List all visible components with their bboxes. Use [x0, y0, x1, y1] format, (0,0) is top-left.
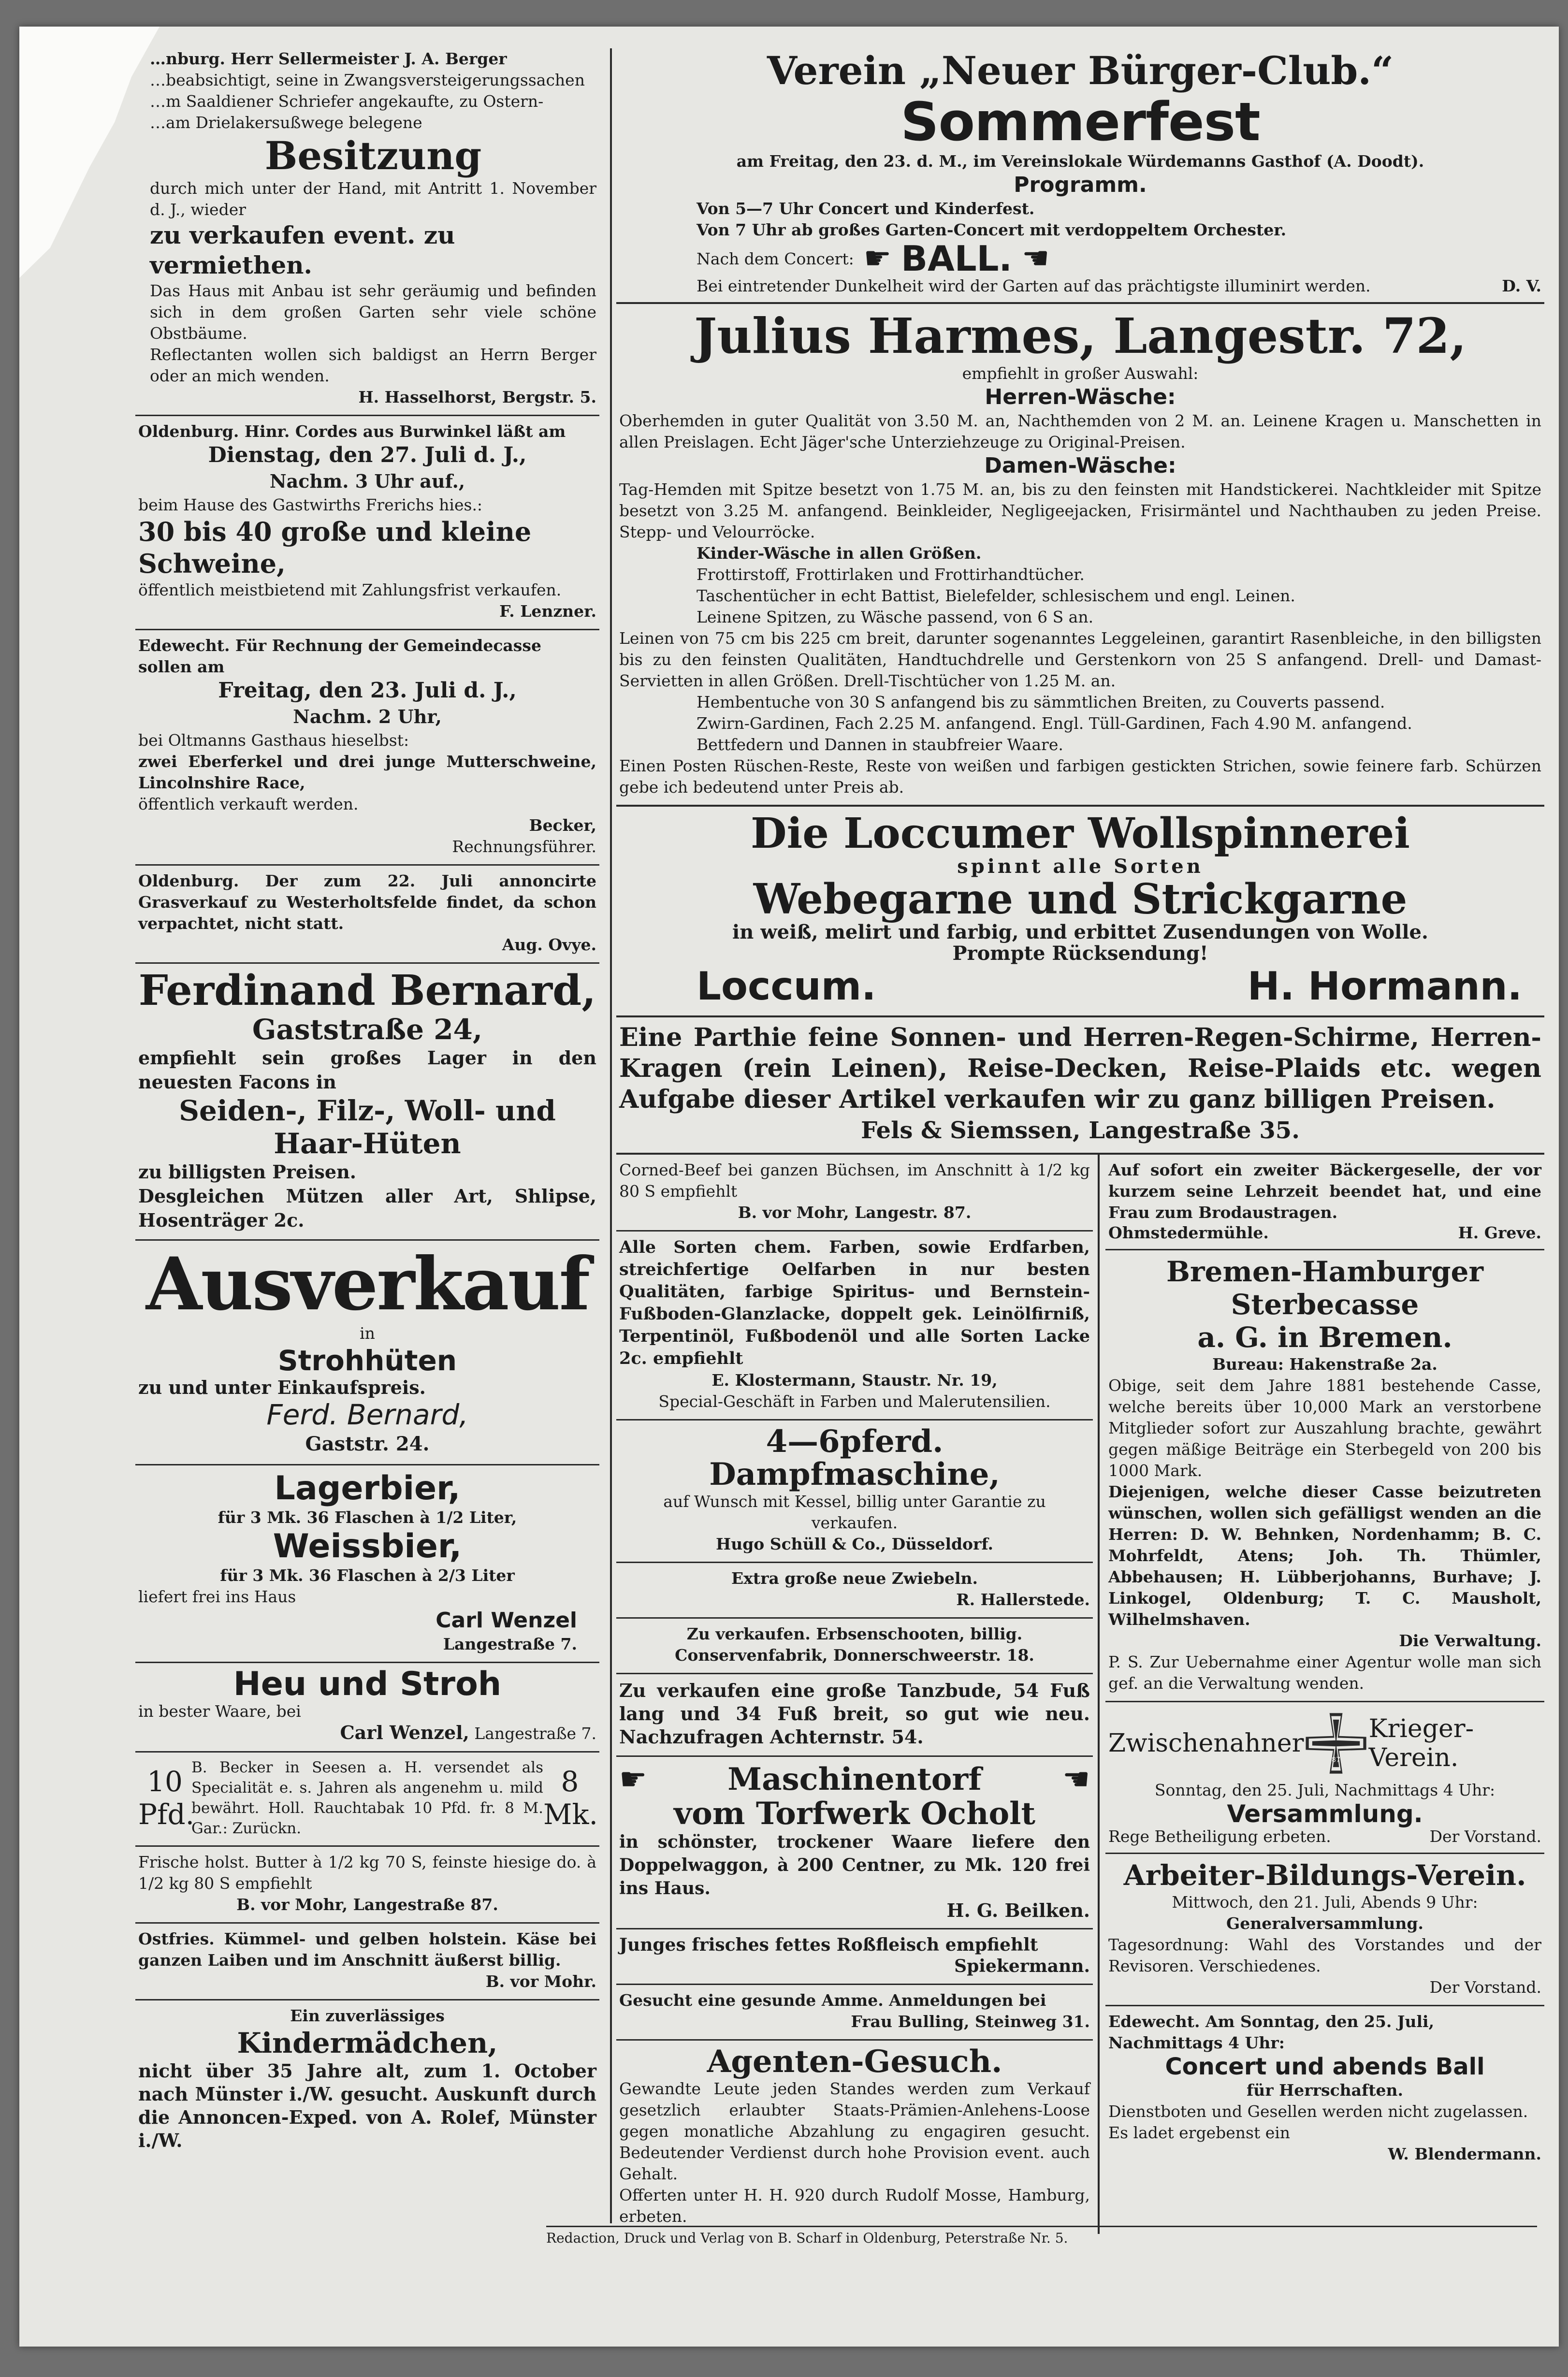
- ad-body: zwei Eberferkel und drei junge Mutterschweine, Lincolnshire Race,: [138, 752, 596, 792]
- ad-body: Corned-Beef bei ganzen Büchsen, im Anschnitt à 1/2 kg 80 S empfiehlt: [619, 1160, 1090, 1201]
- ad-signature: Rechnungsführer.: [452, 837, 596, 856]
- ad-address: Langestraße 7.: [443, 1635, 577, 1653]
- ad-body: Von 7 Uhr ab großes Garten-Concert mit verdoppeltem Orchester.: [697, 220, 1287, 239]
- ad-body: Oberhemden in guter Qualität von 3.50 M. an, Nachthemden von 2 M. an. Leinene Kragen u. Manschetten in allen Preislagen. Echt Jäger'sche Unterziehzeuge zu Original-Preisen.: [619, 411, 1541, 451]
- ad-body: Zu verkaufen. Erbsenschooten, billig. Conservenfabrik, Donnerschweerstr. 18.: [675, 1624, 1034, 1665]
- ad-headline: Arbeiter-Bildungs-Verein.: [1123, 1859, 1526, 1892]
- ad-edewecht-schweine: [135, 630, 599, 866]
- cross-year: 1870: [1327, 1756, 1345, 1764]
- ad-fels-siemssen: [616, 1017, 1544, 1155]
- right-column: [616, 43, 1544, 2234]
- ad-body: Hembentuche von 30 S anfangend bis zu sämmtlichen Breiten, zu Couverts passend.: [697, 693, 1385, 711]
- ad-body: Bureau: Hakenstraße 2a.: [1212, 1355, 1437, 1374]
- ad-signature: Die Verwaltung.: [1399, 1631, 1541, 1650]
- ad-big-line: Seiden-, Filz-, Woll- und: [179, 1094, 556, 1127]
- ad-name: Ferd. Bernard,: [266, 1398, 468, 1431]
- ad-body: öffentlich meistbietend mit Zahlungsfrist verkaufen.: [138, 580, 562, 599]
- column-divider: [610, 48, 612, 2223]
- ad-maschinentorf: [616, 1757, 1093, 1929]
- ad-body: Einen Posten Rüschen-Reste, Reste von weißen und farbigen gestickten Strichen, sowie feinere farb. Schürzen gebe ich bedeutend unter Preis ab.: [619, 756, 1541, 797]
- ad-body: für Herrschaften.: [1247, 2081, 1403, 2100]
- ad-body: für 3 Mk. 36 Flaschen à 1/2 Liter,: [218, 1508, 517, 1527]
- ad-kaese: [135, 1924, 599, 2000]
- ad-body: Leinen von 75 cm bis 225 cm breit, darunter sogenanntes Leggeleinen, garantirt Rasenbleiche, in den billigsten bis zu den feinsten Qualitäten, Handtuchdrelle und Gerstenkorn von 25 S anfangend. Drell- und Damast-Servietten in allen Größen. Drell-Tischtücher von 1.25 M. an.: [619, 629, 1541, 690]
- ad-amme: [616, 1985, 1093, 2041]
- ad-headline: Agenten-Gesuch.: [707, 2044, 1002, 2080]
- ad-body: empfiehlt sein großes Lager in den neuesten Facons in: [138, 1047, 596, 1093]
- ad-body: auf Wunsch mit Kessel, billig unter Garantie zu verkaufen.: [663, 1492, 1046, 1532]
- ad-body: Eine Parthie feine Sonnen- und Herren-Regen-Schirme, Herren-Kragen (rein Leinen), Reise-Decken, Reise-Plaids etc. wegen Aufgabe dieser Artikel verkaufen wir zu ganz billigen Preisen.: [619, 1023, 1541, 1114]
- iron-cross-icon: [1304, 1707, 1368, 1780]
- ad-body: am Freitag, den 23. d. M., im Vereinslokale Würdemanns Gasthof (A. Doodt).: [736, 152, 1424, 171]
- ad-body: Obige, seit dem Jahre 1881 bestehende Casse, welche bereits über 10,000 Mark an verstorbene Mitglieder sofort zur Auszahlung brachte, gewährt gegen mäßige Beiträge ein Sterbegeld von 200 bis 1000 Mark.: [1108, 1376, 1541, 1480]
- ad-body: Junges frisches fettes Roßfleisch empfiehlt: [619, 1935, 1038, 1955]
- ad-agenten: [616, 2041, 1093, 2234]
- ad-body: Desgleichen Mützen aller Art, Shlipse, Hosenträger 2c.: [138, 1185, 596, 1231]
- ad-line: …nburg. Herr Sellermeister J. A. Berger: [150, 49, 507, 68]
- ad-subhead: Herren-Wäsche:: [985, 385, 1176, 409]
- ad-subhead: Damen-Wäsche:: [984, 453, 1176, 478]
- ad-signature: D. V.: [1502, 276, 1541, 295]
- ad-headline: Die Loccumer Wollspinnerei: [751, 809, 1410, 858]
- ad-head-row: [1108, 1707, 1541, 1780]
- ad-footer-row: [619, 276, 1541, 295]
- ad-body: Auf sofort ein zweiter Bäckergeselle, der vor kurzem seine Lehrzeit beendet hat, und eine Frau zum Brodaustragen.: [1108, 1160, 1541, 1222]
- price-unit: Pfd.: [138, 1798, 195, 1831]
- ad-big-line: zu verkaufen event. zu vermiethen.: [150, 221, 455, 279]
- ad-subhead: Programm.: [1014, 173, 1147, 197]
- ad-farben: [616, 1232, 1093, 1420]
- ad-tanzbude: [616, 1674, 1093, 1757]
- ad-left-price: [138, 1765, 195, 1831]
- ad-body: spinnt alle Sorten: [957, 855, 1204, 878]
- ad-headline: a. G. in Bremen.: [1197, 1321, 1452, 1354]
- ad-signature: B. vor Mohr, Langestraße 87.: [236, 1895, 498, 1914]
- ad-headline: Weissbier,: [273, 1527, 462, 1565]
- ad-body: Ein zuverlässiges: [290, 2006, 445, 2025]
- ad-subhead: Versammlung.: [1227, 1800, 1423, 1828]
- ad-footer-row: [619, 964, 1541, 1009]
- ad-headline-left: Zwischenahner: [1108, 1729, 1304, 1758]
- ad-erbsenschooten: [616, 1619, 1093, 1674]
- ad-signature: Der Vorstand.: [1429, 1978, 1541, 1997]
- ad-signature: Hugo Schüll & Co., Düsseldorf.: [716, 1535, 993, 1553]
- price-number: 8: [561, 1765, 579, 1798]
- ad-body: B. Becker in Seesen a. H. versendet als Specialität e. s. Jahren als angenehm u. mild bewährt. Holl. Rauchtabak 10 Pfd. fr. 8 M. Gar.: Zurückn.: [191, 1759, 543, 1837]
- ad-corned-beef: [616, 1155, 1093, 1232]
- ad-bernard-hats: [135, 964, 599, 1241]
- ad-edewecht-ball: [1105, 2006, 1544, 2172]
- ad-body: Sonntag, den 25. Juli, Nachmittags 4 Uhr:: [1154, 1781, 1495, 1799]
- ad-body: Frische holst. Butter à 1/2 kg 70 S, feinste hiesige do. à 1/2 kg 80 S empfiehlt: [138, 1853, 596, 1893]
- price-number: 10: [147, 1765, 183, 1798]
- ad-date: Freitag, den 23. Juli d. J.,: [218, 678, 517, 703]
- subcolumn-right: [1100, 1155, 1544, 2234]
- footer-rule: [546, 2226, 1537, 2227]
- ad-sterbecasse: [1105, 1250, 1544, 1702]
- ad-sommerfest: [616, 43, 1544, 304]
- ad-signature: H. G. Beilken.: [946, 1899, 1090, 1921]
- ad-body: Das Haus mit Anbau ist sehr geräumig und befinden sich in dem großen Garten sehr viele schöne Obstbäume.: [150, 281, 596, 343]
- ad-body: zu billigsten Preisen.: [138, 1161, 356, 1183]
- ad-body: für 3 Mk. 36 Flaschen à 2/3 Liter: [220, 1566, 515, 1585]
- ad-signature: F. Lenzner.: [499, 602, 596, 621]
- pointing-hand-left-icon: ☛: [1062, 1762, 1090, 1797]
- ad-place: Ohmstedermühle.: [1108, 1223, 1269, 1242]
- ad-address: Gaststr. 24.: [305, 1433, 430, 1455]
- subcolumn-left: [616, 1155, 1100, 2234]
- ad-signature: E. Klostermann, Staustr. Nr. 19,: [711, 1371, 998, 1390]
- ad-name: Carl Wenzel: [436, 1608, 577, 1633]
- ad-body: Leinene Spitzen, zu Wäsche passend, von 6 S an.: [697, 608, 1094, 626]
- ad-body: Diejenigen, welche dieser Casse beizutreten wünschen, wollen sich gefälligst wenden an die Herren: D. W. Behnken, Nordenhamm; B. C. Mohrfeldt, Atens; Joh. Th. Thümler, Abbehausen; H. Lübberjohanns, Burhave; J. Linkogel, Oldenburg; T. C. Mausholt, Wilhelmshaven.: [1108, 1482, 1541, 1629]
- ad-body: nicht über 35 Jahre alt, zum 1. October nach Münster i./W. gesucht. Auskunft durch die Annoncen-Exped. von A. Rolef, Münster i./W.: [138, 2060, 596, 2151]
- ball-row: [619, 238, 1541, 279]
- pointing-hand-left-icon: ☛: [1021, 241, 1050, 276]
- ad-body: beim Hause des Gastwirths Frerichs hies.:: [138, 495, 483, 514]
- ad-time: Nachm. 2 Uhr,: [293, 706, 442, 727]
- ad-body: Oldenburg. Hinr. Cordes aus Burwinkel läßt am: [138, 422, 566, 441]
- ad-body: öffentlich verkauft werden.: [138, 795, 359, 813]
- ad-body: Special-Geschäft in Farben und Malerutensilien.: [658, 1392, 1051, 1411]
- ad-rossfleisch: [616, 1929, 1093, 1985]
- ad-headline: Bremen-Hamburger Sterbecasse: [1166, 1255, 1484, 1321]
- ad-signature: H. Hasselhorst, Bergstr. 5.: [358, 388, 596, 406]
- ad-body: Zu verkaufen eine große Tanzbude, 54 Fuß lang und 34 Fuß breit, so gut wie neu. Nachzufragen Achternstr. 54.: [619, 1680, 1090, 1748]
- ad-baeckergeselle: [1105, 1155, 1544, 1250]
- ad-heu-stroh: [135, 1663, 599, 1753]
- ad-body: Edewecht. Für Rechnung der Gemeindecasse sollen am: [138, 636, 541, 676]
- imprint: Redaction, Druck und Verlag von B. Scharf in Oldenburg, Peterstraße Nr. 5.: [546, 2230, 1068, 2246]
- ad-loccum: [616, 807, 1544, 1017]
- ad-body: Generalversammlung.: [1226, 1914, 1423, 1933]
- ad-body: Tagesordnung: Wahl des Vorstandes und der Revisoren. Verschiedenes.: [1108, 1935, 1541, 1975]
- ad-line: …m Saaldiener Schriefer angekaufte, zu Ostern-: [150, 92, 544, 111]
- ad-name: Carl Wenzel,: [340, 1722, 469, 1743]
- ad-signature: H. Greve.: [1458, 1223, 1541, 1242]
- pointing-hand-right-icon: ☛: [619, 1762, 647, 1797]
- ad-signature: Fels & Siemssen, Langestraße 35.: [861, 1117, 1300, 1144]
- ad-headline: Maschinentorf: [727, 1761, 982, 1797]
- left-column: [135, 43, 599, 2159]
- ad-body: Rege Betheiligung erbeten.: [1108, 1827, 1331, 1846]
- ad-body: Gewandte Leute jeden Standes werden zum Verkauf gesetzlich erlaubter Staats-Prämien-Anlehens-Loose gegen monatliche Abzahlung zu engagiren gesucht. Bedeutender Verdienst durch hohe Provision event. auch Gehalt.: [619, 2079, 1090, 2183]
- ad-headline: Ausverkauf: [145, 1242, 589, 1327]
- ad-big-line: Haar-Hüten: [274, 1127, 461, 1160]
- ad-big-line: Strohhüten: [277, 1344, 457, 1377]
- ad-headline: Julius Harmes, Langestr. 72,: [694, 307, 1467, 364]
- ad-body: Alle Sorten chem. Farben, sowie Erdfarben, streichfertige Oelfarben in nur besten Qualitäten, farbige Spiritus- und Bernstein-Fußboden-Glanzlacke, doppelt gek. Leinölfirniß, Terpentinöl, Fußbodenöl und alle Sorten Lacke 2c. empfiehlt: [619, 1237, 1090, 1368]
- ad-signature: Becker,: [529, 816, 596, 835]
- ad-address: Langestraße 7.: [474, 1724, 596, 1743]
- ad-signature: B. vor Mohr.: [485, 1972, 596, 1991]
- ad-subhead: vom Torfwerk Ocholt: [673, 1796, 1036, 1832]
- ad-headline: Ferdinand Bernard,: [138, 966, 596, 1015]
- ad-besitzung: [135, 43, 599, 416]
- ad-body: Mittwoch, den 21. Juli, Abends 9 Uhr:: [1172, 1893, 1478, 1912]
- ad-body: Frottirstoff, Frottirlaken und Frottirhandtücher.: [697, 565, 1085, 584]
- ad-body: zu und unter Einkaufspreis.: [138, 1377, 426, 1398]
- ad-body: Von 5—7 Uhr Concert und Kinderfest.: [697, 199, 1035, 218]
- ad-body: Tag-Hemden mit Spitze besetzt von 1.75 M. an, bis zu den feinsten mit Handstickerei. Nachtkleider mit Spitze besetzt von 3.25 M. anfangend. Beinkleider, Negligeejacken, Frisirmäntel und Nachthauben zu jeden Preise. Stepp- und Velourröcke.: [619, 480, 1541, 541]
- ad-date: Dienstag, den 27. Juli d. J.,: [208, 443, 527, 467]
- ad-body: Oldenburg. Der zum 22. Juli annoncirte Grasverkauf zu Westerholtsfelde findet, da schon verpachtet, nicht statt.: [138, 871, 596, 933]
- ad-address: Gaststraße 24,: [252, 1013, 483, 1046]
- ad-headline-right: Krieger-Verein.: [1368, 1714, 1474, 1772]
- ad-signature: W. Blendermann.: [1388, 2145, 1541, 2163]
- ad-zwiebeln: [616, 1563, 1093, 1619]
- ad-harmes: [616, 304, 1544, 807]
- ad-body: empfiehlt in großer Auswahl:: [962, 364, 1199, 383]
- ad-body: in: [360, 1324, 375, 1343]
- ad-body: Bei eintretender Dunkelheit wird der Garten auf das prächtigste illuminirt werden.: [697, 276, 1371, 295]
- ad-signature: Der Vorstand.: [1429, 1827, 1541, 1846]
- ad-grasverkauf: [135, 866, 599, 964]
- ad-name: H. Hormann.: [1247, 964, 1522, 1009]
- ad-signature: Spiekermann.: [954, 1956, 1090, 1976]
- ad-body: Gesucht eine gesunde Amme. Anmeldungen bei: [619, 1991, 1046, 2010]
- ad-signature: Aug. Ovye.: [502, 935, 596, 954]
- ad-head-row: [619, 1762, 1090, 1797]
- ad-body: in bester Waare, bei: [138, 1702, 301, 1721]
- ad-signature: B. vor Mohr, Langestr. 87.: [738, 1203, 972, 1222]
- ad-bier: [135, 1465, 599, 1663]
- ad-ball: BALL.: [901, 238, 1012, 279]
- ad-tabak: [135, 1753, 599, 1847]
- ad-body: Nach dem Concert:: [697, 249, 854, 268]
- ad-line: …am Drielakersußwege belegene: [150, 113, 422, 132]
- ad-place: Loccum.: [697, 964, 876, 1009]
- ad-headline: Kindermädchen,: [237, 2027, 498, 2059]
- ad-headline: Concert und abends Ball: [1165, 2053, 1485, 2080]
- ad-arbeiter-verein: [1105, 1854, 1544, 2006]
- ad-body: Extra große neue Zwiebeln.: [731, 1569, 978, 1588]
- ad-body: Ostfries. Kümmel- und gelben holstein. Käse bei ganzen Laiben und im Anschnitt äußerst billig.: [138, 1929, 596, 1970]
- ad-body: liefert frei ins Haus: [138, 1587, 296, 1606]
- ad-body: Reflectanten wollen sich baldigst an Herrn Berger oder an mich wenden.: [150, 345, 596, 385]
- ad-body: Taschentücher in echt Battist, Bielefelder, schlesischem und engl. Leinen.: [697, 586, 1295, 605]
- ad-body: Prompte Rücksendung!: [952, 942, 1208, 965]
- ad-signature: Frau Bulling, Steinweg 31.: [851, 2012, 1090, 2031]
- ad-butter: [135, 1847, 599, 1924]
- price-unit: Mk.: [543, 1798, 598, 1831]
- ad-signature-line: [138, 1722, 596, 1744]
- ad-headline: Heu und Stroh: [233, 1665, 502, 1703]
- ad-headline: 4—6pferd. Dampfmaschine,: [709, 1423, 1000, 1493]
- right-subcolumns: [616, 1155, 1544, 2234]
- ad-body: Kinder-Wäsche in allen Größen.: [697, 544, 982, 563]
- ad-right-price: [543, 1765, 596, 1831]
- ad-headline: Sommerfest: [900, 91, 1260, 153]
- ad-body: Edewecht. Am Sonntag, den 25. Juli, Nachmittags 4 Uhr:: [1108, 2012, 1435, 2052]
- ad-ausverkauf: [135, 1241, 599, 1465]
- ad-big-line: 30 bis 40 große und kleine Schweine,: [138, 516, 532, 579]
- ad-body: Dienstboten und Gesellen werden nicht zugelassen. Es ladet ergebenst ein: [1108, 2102, 1528, 2142]
- ad-body: Zwirn-Gardinen, Fach 2.25 M. anfangend. Engl. Tüll-Gardinen, Fach 4.90 M. anfangend.: [697, 714, 1412, 733]
- ad-dampfmaschine: [616, 1420, 1093, 1563]
- ad-footer-row: [1108, 1827, 1541, 1846]
- pointing-hand-right-icon: ☛: [863, 241, 892, 276]
- ad-body: Bettfedern und Dannen in staubfreier Waare.: [697, 735, 1063, 754]
- ad-body: in schönster, trockener Waare liefere den Doppelwaggon, à 200 Centner, zu Mk. 120 frei ins Haus.: [619, 1832, 1090, 1899]
- ad-kindermaedchen: [135, 2000, 599, 2159]
- ad-body: durch mich unter der Hand, mit Antritt 1. November d. J., wieder: [150, 179, 596, 219]
- ad-schweine: [135, 416, 599, 630]
- ad-body: Offerten unter H. H. 920 durch Rudolf Mosse, Hamburg, erbeten.: [619, 2186, 1090, 2226]
- ad-headline: Besitzung: [264, 133, 482, 178]
- ad-signature: R. Hallerstede.: [956, 1590, 1090, 1609]
- ad-body: bei Oltmanns Gasthaus hieselbst:: [138, 731, 409, 750]
- ad-footer-row: [1108, 1223, 1541, 1242]
- ad-body: in weiß, melirt und farbig, und erbittet Zusendungen von Wolle.: [732, 921, 1428, 943]
- ad-body: P. S. Zur Uebernahme einer Agentur wolle man sich gef. an die Verwaltung wenden.: [1108, 1652, 1541, 1693]
- ad-subhead: Webegarne und Strickgarne: [753, 875, 1408, 924]
- ad-headline: Lagerbier,: [274, 1469, 461, 1507]
- ad-time: Nachm. 3 Uhr auf.,: [269, 470, 465, 492]
- ad-club-title: Verein „Neuer Bürger-Club.“: [767, 48, 1394, 93]
- ad-krieger-verein: [1105, 1702, 1544, 1854]
- ad-line: …beabsichtigt, seine in Zwangsversteigerungssachen: [150, 71, 585, 89]
